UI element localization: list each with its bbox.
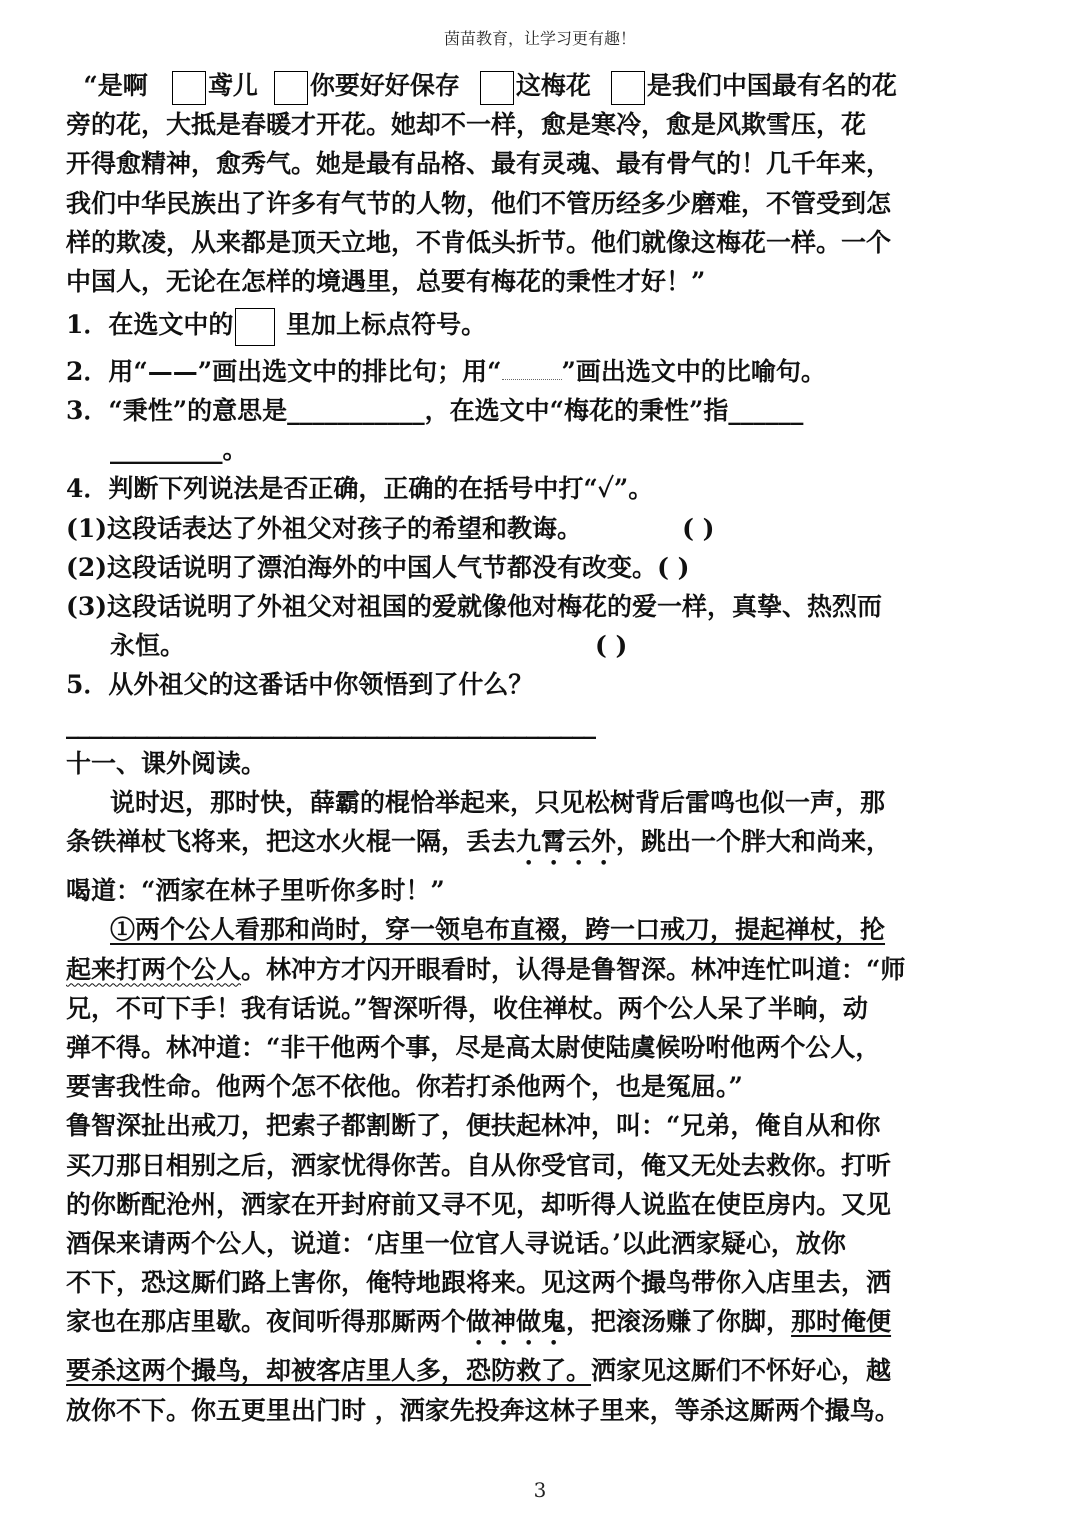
reading-line: 家也在那店里歇。夜间听得那厮两个做神做鬼，把滚汤赚了你脚，那时俺便	[66, 1307, 892, 1337]
answer-line[interactable]: ______________________________________________	[66, 709, 595, 739]
reading-line: 放你不下。你五更里出门时 ，洒家先投奔这林子里来，等杀这厮两个撮鸟。	[66, 1395, 900, 1425]
answer-paren[interactable]: ( )	[682, 513, 715, 543]
passage1-line: 旁的花，大抵是春暖才开花。她却不一样，愈是寒冷，愈是风欺雪压，花	[66, 110, 867, 140]
reading-line: 说时迟，那时快，薛霸的棍恰举起来，只见松树背后雷鸣也似一声，那	[110, 787, 886, 817]
dotted-phrase: 九霄云外	[516, 827, 617, 857]
reading-line: 喝道：“洒家在林子里听你多时！”	[66, 876, 445, 906]
reading-line: 不下，恐这厮们路上害你，俺特地跟将来。见这两个撮鸟带你入店里去，洒	[66, 1268, 892, 1298]
answer-box[interactable]	[611, 71, 645, 105]
section-11-title: 十一、课外阅读。	[66, 748, 267, 778]
answer-box[interactable]	[480, 71, 514, 105]
passage1-line: 开得愈精神，愈秀气。她是最有品格、最有灵魂、最有骨气的！几千年来，	[66, 149, 892, 179]
question-2: 2．用“——”画出选文中的排比句；用“ ”画出选文中的比喻句。	[66, 356, 826, 386]
reading-line: 起来打两个公人。林冲方才闪开眼看时，认得是鲁智深。林冲连忙叫道：“师	[66, 954, 906, 984]
question-4-item-3-cont: 永恒。 ( )	[110, 631, 628, 661]
passage1-line: 我们中华民族出了许多有气节的人物，他们不管历经多少磨难，不管受到怎	[66, 188, 892, 218]
question-4-title: 4．判断下列说法是否正确，正确的在括号中打“✓”。	[66, 474, 654, 504]
reading-line	[66, 910, 1016, 949]
answer-box[interactable]	[172, 71, 206, 105]
page-header: 茵苗教育，让学习更有趣！	[443, 29, 636, 48]
text-segment: 鸢儿	[207, 71, 258, 100]
question-3-cont: _________。	[110, 435, 248, 465]
text-segment: “是啊	[83, 71, 148, 100]
question-3: 3．“秉性”的意思是___________，在选文中“梅花的秉性”指______	[66, 395, 804, 425]
answer-paren[interactable]: ( )	[657, 552, 690, 582]
page-number: 3	[533, 1478, 547, 1502]
text-segment: 这梅花	[515, 71, 591, 100]
reading-line: 买刀那日相别之后，洒家忧得你苦。自从你受官司，俺又无处去救你。打听	[66, 1150, 892, 1180]
dotted-phrase: 做神做鬼	[466, 1307, 567, 1337]
underlined-sentence: ①两个公人看那和尚时，穿一领皂布直裰，跨一口戒刀，提起禅杖，抡	[110, 915, 886, 945]
text-segment: 你要好好保存	[309, 71, 460, 100]
reading-line: 要害我性命。他两个怎不依他。你若打杀他两个，也是冤屈。”	[66, 1072, 743, 1102]
underlined-sentence: 要杀这两个撮鸟，却被客店里人多，恐防救了。	[66, 1356, 592, 1386]
answer-paren[interactable]: ( )	[595, 631, 628, 661]
reading-line: 的你断配沧州，洒家在开封府前又寻不见，却听得人说监在使臣房内。又见	[66, 1189, 892, 1219]
question-4-item-3: (3)这段话说明了外祖父对祖国的爱就像他对梅花的爱一样，真挚、热烈而	[66, 591, 883, 621]
passage1-line: 中国人，无论在怎样的境遇里，总要有梅花的秉性才好！”	[66, 267, 706, 297]
passage1-line: 样的欺凌，从来都是顶天立地，不肯低头折节。他们就像这梅花一样。一个	[66, 227, 892, 257]
text-segment: 是我们中国最有名的花	[646, 71, 897, 100]
question-4-item-2: (2)这段话说明了漂泊海外的中国人气节都没有改变。( )	[66, 552, 690, 582]
document-body	[66, 66, 1016, 1430]
wavy-underlined-phrase: 起来打两个公人	[66, 954, 242, 984]
reading-line: 弹不得。林冲道：“非干他两个事，尽是高太尉使陆虞候吩咐他两个公人，	[66, 1032, 881, 1062]
wavy-line-sample	[502, 357, 562, 380]
reading-line: 酒保来请两个公人，说道：‘店里一位官人寻说话。’以此洒家疑心，放你	[66, 1228, 846, 1258]
answer-box[interactable]	[235, 308, 275, 346]
reading-line: 兄，不可下手！我有话说。”智深听得，收住禅杖。两个公人呆了半晌，动	[66, 993, 868, 1023]
reading-line: 要杀这两个撮鸟，却被客店里人多，恐防救了。洒家见这厮们不怀好心，越	[66, 1356, 892, 1386]
question-1: 1．在选文中的 里加上标点符号。	[66, 305, 1016, 346]
answer-box[interactable]	[274, 71, 308, 105]
reading-line: 条铁禅杖飞将来，把这水火棍一隔，丢去九霄云外，跳出一个胖大和尚来，	[66, 827, 892, 857]
underlined-sentence: 那时俺便	[791, 1307, 892, 1337]
reading-line: 鲁智深扯出戒刀，把索子都割断了，便扶起林冲，叫：“兄弟，俺自从和你	[66, 1111, 881, 1141]
question-5: 5．从外祖父的这番话中你领悟到了什么？	[66, 670, 534, 700]
passage1-line1	[66, 66, 1016, 105]
question-4-item-1: (1)这段话表达了外祖父对孩子的希望和教诲。 ( )	[66, 513, 715, 543]
